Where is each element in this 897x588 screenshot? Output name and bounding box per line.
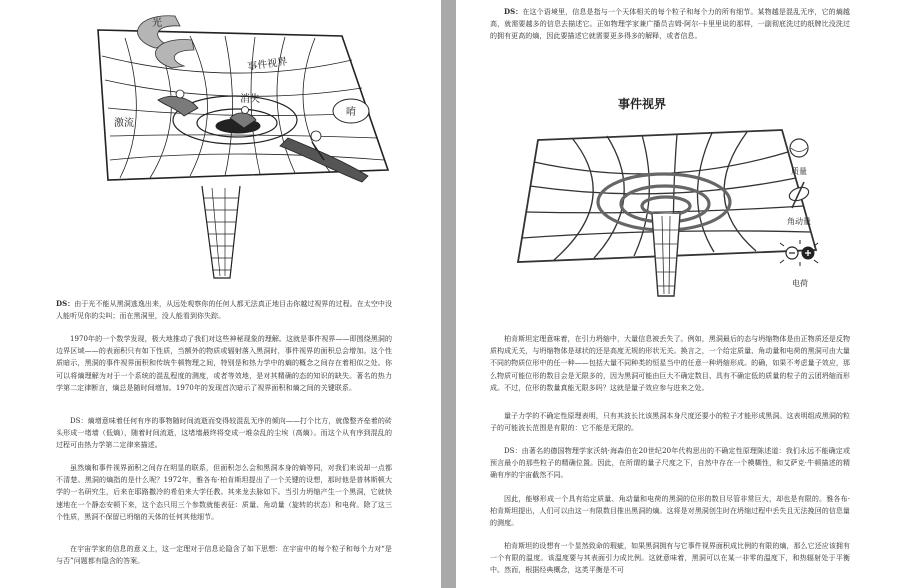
event-horizon-diagram bbox=[512, 90, 872, 300]
label-charge: 电荷 bbox=[792, 279, 808, 288]
label-light: 光 bbox=[152, 18, 162, 29]
mass-icon bbox=[790, 139, 808, 157]
right-paragraph-1: 柏肯斯坦定理意味着，在引力坍缩中，大量信息被丢失了。例如，黑洞最后的态与坍缩物体是由正物质还是反物质构成无关，与坍缩物体是球状的还是高度无规的形状无关。换言之，一个给定质量、角动量和电荷的黑洞可由大量不同的物质位形中的任一种——包括大量不同种类的恒星当中的任意一种坍缩形成。的确，如果不考虑量子效应，那么物质可能位形的数目会是无限多的，因为黑洞可能由巨大不确定数目、具有不确定低的质量的粒子的云团坍缩而形成。不过，位形的数量真能无限多吗？这就是量子效应参与进来之处。 bbox=[490, 335, 850, 392]
left-paragraph-4: 在宇宙学家的信息的意义上，这一定理对于信息论隐含了如下思想：在宇宙中的每个粒子和每个力对“是与否”问题都有隐含的答案。 bbox=[56, 545, 392, 566]
spacetime-grid bbox=[518, 130, 816, 296]
spacetime-funnel bbox=[98, 30, 388, 278]
diagram-title: 事件视界 bbox=[617, 97, 667, 111]
right-paragraph-2: 量子力学的不确定性原理表明，只有其波长比该黑洞本身尺度还要小的粒子才能形成黑洞。这表明组成黑洞的粒子的可能波长范围是有限的：它不能是无限的。 bbox=[490, 412, 850, 433]
left-paragraph-3: 虽然熵和事件视界面积之间存在明显的联系，但面积怎么会和黑洞本身的熵等同，对我们来说却一点都不清楚。黑洞的熵指的是什么呢？1972年，雅各布·柏肯斯坦提出了一个关键的设想，那时他是普林斯顿大学的一名研究生，后来在耶路撒冷的希伯来大学任教。其来龙去脉如下。当引力坍缩产生一个黑洞，它就快速地在一个静态安顿下来，这个态只用三个参数就能表征：质量、角动量（旋转的状态）和电荷。除了这三个性质，黑洞不保留已坍缩的天体的任何其他细节。 bbox=[56, 464, 392, 521]
right-top-paragraph: DS：在这个语境里，信息是指与一个天体相关的每个粒子和每个力的所有细节。某物越是混乱无序，它的熵越高，就需要越多的信息去描述它。正如物理学家兼广播员吉姆·阿尔-卡里里说的那样，一副彻底洗过的纸牌比没洗过的拥有更高的熵，因此要描述它就需要更多得多的解释，或者信息。 bbox=[490, 7, 850, 41]
black-hole-swimmers-illustration bbox=[80, 8, 400, 290]
left-paragraph-2: DS：熵增意味着任何有序的事物随时间流逝而变得较混乱无序的倾向——打个比方，就像整齐垒着的砖头形成一堵墙（低熵），随着时间流逝，这堵墙最终将变成一堆杂乱的尘埃（高熵）。而这个从有序到混乱的过程可由热力学第二定律来描述。 bbox=[56, 417, 392, 450]
label-angular-momentum: 角动量 bbox=[787, 217, 811, 226]
label-event-horizon: 事件视界 bbox=[246, 56, 289, 73]
label-yell: 唷 bbox=[346, 107, 356, 118]
right-paragraph-3: DS：由著名的德国物理学家沃纳·海森伯在20世纪20年代构思出的不确定性原理陈述道：我们永远不能确定或预言最小的那些粒子的精确位置。因此，在所谓的量子尺度之下，自然中存在一个模糊性，和艾萨克·牛顿描述的精确有序的宇宙截然不同。 bbox=[490, 447, 850, 480]
left-caption: DS：由于光不能从黑洞逃逸出来，从远处观察你的任何人都无法真正地目击你越过视界的过程。在太空中没人能听见你的尖叫；而在黑洞里，没人能看到你失踪。 bbox=[56, 299, 392, 321]
right-paragraph-5: 柏肯斯坦的设想有一个显然致命的瑕疵，如果黑洞拥有与它事件视界面积成比例的有限的熵，那么它还应该拥有一个有限的温度。该温度要与其表面引力成比例。这就意味着，黑洞可以在某一非零的温度下，和热辐射处于平衡中。然而，根据经典概念，这类平衡是不可 bbox=[490, 542, 850, 575]
right-page bbox=[456, 0, 897, 588]
label-mass: 质量 bbox=[791, 167, 807, 176]
label-vanish: 消失 bbox=[240, 94, 260, 105]
label-turbulence: 激流 bbox=[114, 118, 134, 129]
right-paragraph-4: 因此，能够形成一个具有给定质量、角动量和电荷的黑洞的位形的数目尽管非常巨大，却也是有限的。雅各布·柏肯斯坦提出，人们可以由这一有限数目推出黑洞的熵。这将是对黑洞创生时在坍缩过程中丢失且无法挽回的信息量的测度。 bbox=[490, 495, 850, 528]
left-paragraph-1: 1970年的一个数学发现，极大地推动了我们对这些神秘现象的理解。这就是事件视界——即围绕黑洞的边界区域——的表面积只有如下性质，当额外的物质或辐射落入黑洞时，事件视界的面积总会增加。这个性质暗示，黑洞的事件视界面积和传统牛顿物理之间，特别是和热力学中的熵的概念之间存在着相似之处。你可以将熵理解为对于一个系统的混乱程度的测度，或者等效地，是对其精确的态的知识的缺失。著名的热力学第二定律断言，熵总是随时间增加。1970年的发现首次暗示了视界面积和熵之间的关键联系。 bbox=[56, 335, 392, 392]
yell-speech-bubble bbox=[333, 99, 369, 123]
left-page bbox=[0, 0, 441, 588]
